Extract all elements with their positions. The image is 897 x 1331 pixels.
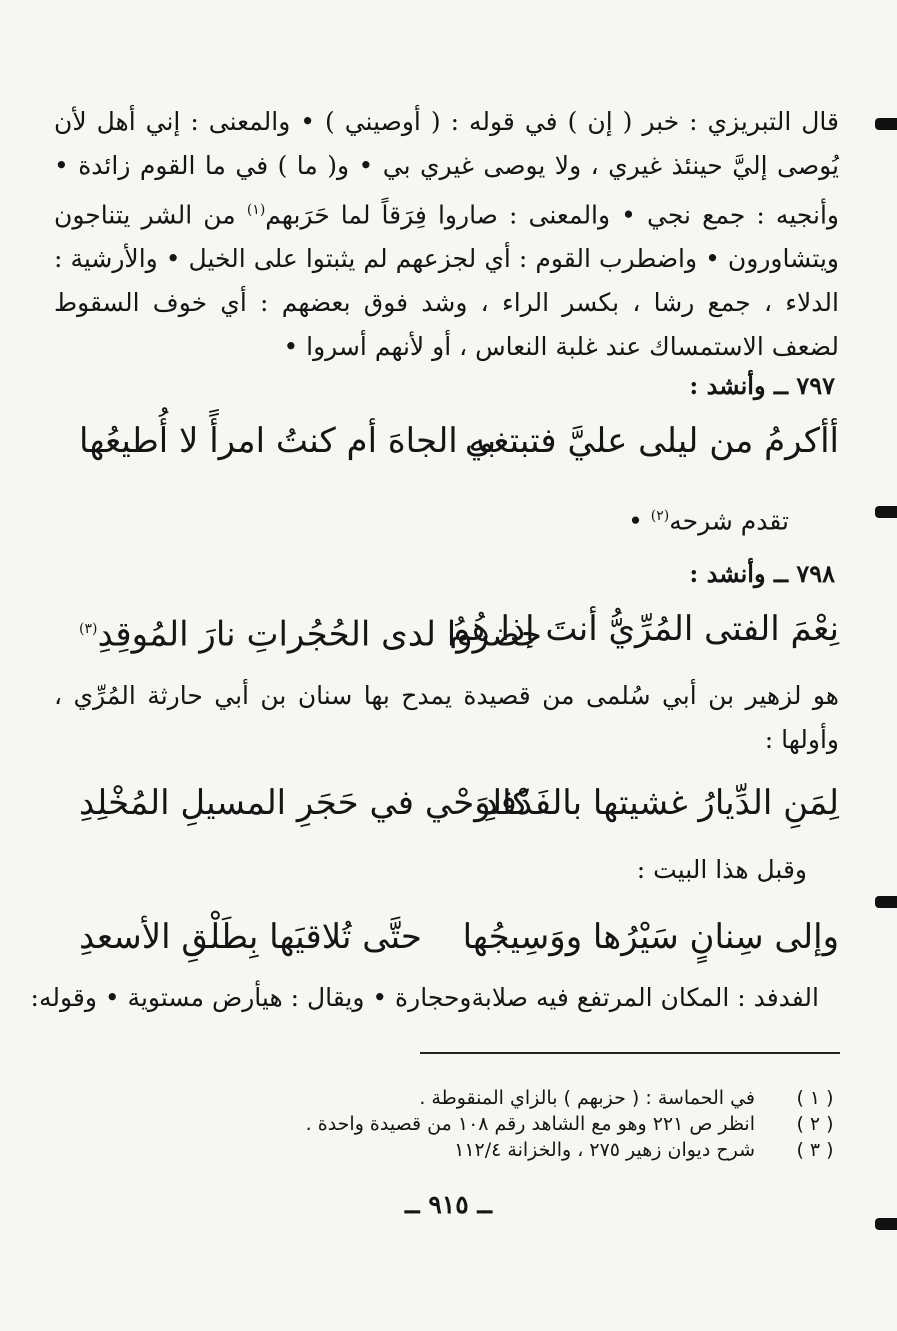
preceding-verse <box>79 904 839 974</box>
before-verse-label: وقبل هذا البيت : <box>636 855 807 884</box>
margin-mark <box>875 896 897 908</box>
section-heading-797: ٧٩٧ ــ وأنشد : <box>689 371 835 400</box>
footnote-number: ( ٢ ) <box>796 1113 834 1135</box>
note-text: تقدم شرحه <box>669 506 789 536</box>
commentary-paragraph <box>54 100 839 369</box>
opening-verse <box>79 770 839 840</box>
verse-797 <box>79 408 839 478</box>
verse-second-hemistich <box>79 596 542 667</box>
verse-second-hemistich: به الجاهَ أم كنتُ امرأً لا أُطيعُها <box>79 421 497 461</box>
verse-first-hemistich: أأكرمُ من ليلى عليَّ فتبتغي <box>464 421 839 461</box>
verse-798 <box>79 596 839 666</box>
margin-mark <box>875 506 897 518</box>
commentary-text: قال التبريزي : خبر ( إن ) في قوله : ( أوصيني ) • والمعنى : إني أهل لأن يُوصى إليَّ حينئذ غيري ، ولا يوصى غيري بي • و( ما ) في ما القوم زائدة • وأنجيه : جمع نجي • والمعنى : صاروا فِرَقاً لما حَرَبهم <box>54 107 839 230</box>
verse-second-hemistich: كالوَحْي في حَجَرِ المسيلِ المُخْلِدِ <box>79 783 529 823</box>
verse-second-text: حضروا لدى الحُجُراتِ نارَ المُوقِدِ <box>97 614 542 655</box>
verse-first-hemistich: نِعْمَ الفتى المُرِّيُّ أنتَ إذا هُمُ <box>449 609 839 649</box>
definition-line: الفدفد : المكان المرتفع فيه صلابةوحجارة • ويقال : هيأرض مستوية • وقوله: <box>30 983 819 1012</box>
margin-mark <box>875 1218 897 1230</box>
commentary-text-cont: من الشر يتناجون ويتشاورون • واضطرب القوم : أي لجزعهم لم يثبتوا على الخيل • والأرشية : الدلاء ، جمع رشا ، بكسر الراء ، وشد فوق بعضهم : أي خوف السقوط لضعف الاستمساك عند غلبة النعاس ، أو لأنهم أسروا • <box>54 200 839 362</box>
footnote-text: انظر ص ٢٢١ وهو مع الشاهد رقم ١٠٨ من قصيدة واحدة . <box>305 1113 755 1135</box>
footnote-ref: (٢) <box>650 508 670 524</box>
page-number: ــ ٩١٥ ــ <box>404 1190 492 1219</box>
footnote-ref: (١) <box>246 202 266 218</box>
footnote-1 <box>115 1086 834 1111</box>
section-heading-798: ٧٩٨ ــ وأنشد : <box>689 559 835 588</box>
note-end: • <box>628 506 651 536</box>
footnote-text: شرح ديوان زهير ٢٧٥ ، والخزانة ١١٢/٤ <box>454 1139 755 1161</box>
footnote-ref: (٣) <box>79 621 98 637</box>
footnote-text: في الحماسة : ( حزبهم ) بالزاي المنقوطة . <box>419 1087 755 1109</box>
footnote-number: ( ١ ) <box>796 1087 834 1109</box>
verse-second-hemistich: حتَّى تُلاقيَها بِطَلْقِ الأسعدِ <box>79 917 422 957</box>
footnote-divider <box>420 1052 840 1054</box>
verse-first-hemistich: لِمَنِ الدِّيارُ غشيتها بالفَدْفدِ <box>482 783 839 823</box>
footnote-3 <box>115 1138 834 1163</box>
note-line <box>628 494 789 543</box>
footnote-number: ( ٣ ) <box>796 1139 834 1161</box>
attribution-paragraph: هو لزهير بن أبي سُلمى من قصيدة يمدح بها سنان بن أبي حارثة المُرِّي ، وأولها : <box>54 681 839 754</box>
verse-first-hemistich: وإلى سِنانٍ سَيْرُها ووَسِيجُها <box>462 917 839 957</box>
margin-mark <box>875 118 897 130</box>
footnote-2 <box>115 1112 834 1137</box>
